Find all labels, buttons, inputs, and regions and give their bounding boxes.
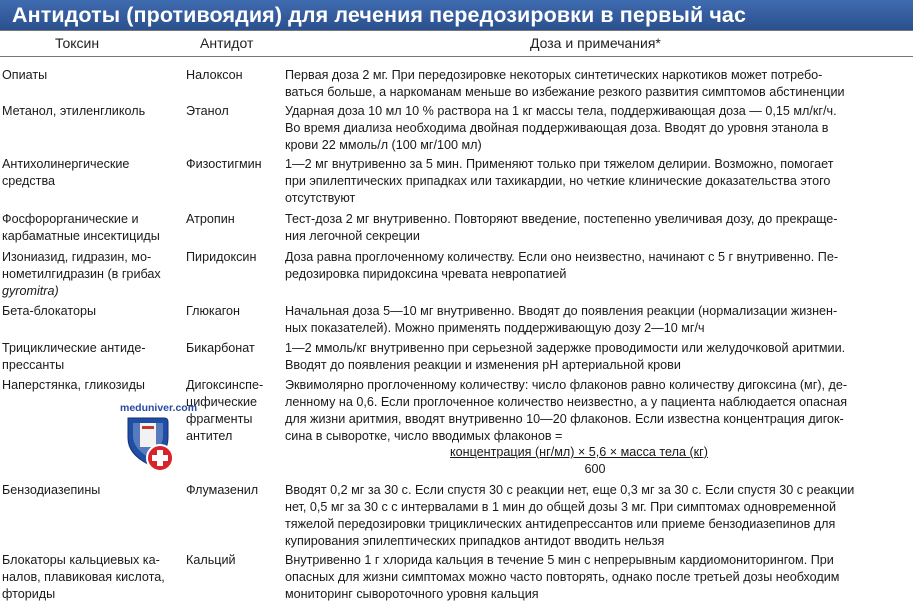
row-anticholinergic-antidote — [186, 156, 282, 173]
header-dose: Доза и примечания* — [530, 35, 661, 51]
medical-cross-icon — [122, 414, 182, 476]
cell-line: Внутривенно 1 г хлорида кальция в течение 5 мин с непрерывным кардиомониторингом. При — [285, 553, 834, 567]
cell-line: Наперстянка, гликозиды — [2, 378, 145, 392]
cell-line: Дигоксинспе- — [186, 378, 264, 392]
cell-line: 1—2 мг внутривенно за 5 мин. Применяют только при тяжелом делирии. Возможно, помогает — [285, 157, 834, 171]
cell-line: Доза равна проглоченному количеству. Если оно неизвестно, начинают с 5 г внутривенно. Пе- — [285, 250, 839, 264]
row-opiates-dose — [285, 67, 911, 101]
cell-line: Флумазенил — [186, 483, 259, 497]
cell-line: Физостигмин — [186, 157, 262, 171]
cell-line: Изониазид, гидразин, мо- — [2, 250, 152, 264]
row-opiates-antidote — [186, 67, 282, 84]
row-methanol-dose — [285, 103, 911, 154]
cell-line: цифические — [186, 395, 258, 409]
formula-numerator: концентрация (нг/мл) × 5,6 × масса тела (кг) — [450, 445, 708, 459]
cell-line: отсутствуют — [285, 191, 356, 205]
header-antidote: Антидот — [200, 35, 254, 51]
cell-line: прессанты — [2, 358, 65, 372]
cell-line: Антихолинергические — [2, 157, 130, 171]
cell-line: редозировка пиридоксина чревата невропатией — [285, 267, 567, 281]
row-organophosphate-dose — [285, 211, 911, 245]
row-benzodiazepines-toxin — [2, 482, 182, 499]
row-isoniazid-dose — [285, 249, 911, 283]
row-organophosphate-toxin — [2, 211, 182, 245]
cell-line: Тест-доза 2 мг внутривенно. Повторяют введение, постепенно увеличивая дозу, до прекраще- — [285, 212, 838, 226]
cell-line: gyromitra) — [2, 284, 59, 298]
cell-line: ных показателей). Можно применять поддерживающую дозу 2—10 мг/ч — [285, 321, 705, 335]
row-digitalis-antidote — [186, 377, 282, 445]
row-methanol-antidote — [186, 103, 282, 120]
cell-line: Метанол, этиленгликоль — [2, 104, 146, 118]
cell-line: Вводят 0,2 мг за 30 с. Если спустя 30 с реакции нет, еще 0,3 мг за 30 с. Если спустя 30 с реакции — [285, 483, 855, 497]
cell-line: Блокаторы кальциевых ка- — [2, 553, 160, 567]
cell-line: Вводят до появления реакции и изменения pH артериальной крови — [285, 358, 681, 372]
cell-line: Фосфорорганические и — [2, 212, 139, 226]
row-betablockers-toxin — [2, 303, 182, 320]
cell-line: Ударная доза 10 мл 10 % раствора на 1 кг массы тела, поддерживающая доза — 0,15 мл/кг/ч. — [285, 104, 837, 118]
logo-text: meduniver.com — [120, 402, 198, 414]
cell-line: опасных для жизни симптомах можно часто повторять, однако после третьей дозы необходим — [285, 570, 840, 584]
cell-line: карбаматные инсектициды — [2, 229, 160, 243]
digoxin-formula — [450, 444, 750, 478]
row-tricyclic-antidote — [186, 340, 282, 357]
cell-line: сина в сыворотке, число вводимых флаконов = — [285, 429, 563, 443]
title-bar — [0, 0, 913, 31]
row-digitalis-toxin — [2, 377, 182, 394]
row-benzodiazepines-dose — [285, 482, 911, 550]
cell-line: Бета-блокаторы — [2, 304, 97, 318]
cell-line: для жизни аритмия, вводят внутривенно 10—20 флаконов. Если известна концентрация дигок- — [285, 412, 844, 426]
cell-line: купирования эпилептических припадков антидот вводить нельзя — [285, 534, 665, 548]
row-tricyclic-toxin — [2, 340, 182, 374]
row-digitalis-dose — [285, 377, 911, 445]
cell-line: Этанол — [186, 104, 229, 118]
cell-line: нет, 0,5 мг за 30 с с интервалами в 1 мин до общей дозы 3 мг. При симптомах одновременной — [285, 500, 837, 514]
row-calcium-blockers-dose — [285, 552, 911, 603]
cell-line: Бикарбонат — [186, 341, 255, 355]
row-betablockers-antidote — [186, 303, 282, 320]
cell-line: ния легочной секреции — [285, 229, 420, 243]
page-title: Антидоты (противоядия) для лечения передозировки в первый час — [12, 3, 747, 27]
row-organophosphate-antidote — [186, 211, 282, 228]
row-anticholinergic-toxin — [2, 156, 182, 190]
header-toxin: Токсин — [55, 35, 100, 51]
row-anticholinergic-dose — [285, 156, 911, 207]
cell-line: ленному на 0,6. Если проглоченное количество неизвестно, а у пациента наблюдается опасная — [285, 395, 848, 409]
cell-line: нометилгидразин (в грибах — [2, 267, 161, 281]
row-calcium-blockers-toxin — [2, 552, 182, 603]
cell-line: мониторинг сывороточного уровня кальция — [285, 587, 539, 601]
row-methanol-toxin — [2, 103, 182, 120]
cell-line: Трициклические антиде- — [2, 341, 146, 355]
cell-line: Во время диализа необходима двойная поддерживающая доза. Вводят до уровня этанола в — [285, 121, 829, 135]
row-opiates-toxin — [2, 67, 182, 84]
row-tricyclic-dose — [285, 340, 911, 374]
cell-line: Атропин — [186, 212, 235, 226]
cell-line: Пиридоксин — [186, 250, 257, 264]
cell-line: Начальная доза 5—10 мг внутривенно. Вводят до появления реакции (нормализации жизнен- — [285, 304, 838, 318]
divider-header — [0, 56, 913, 57]
cell-line: Бензодиазепины — [2, 483, 101, 497]
cell-line: крови 22 ммоль/л (100 мг/100 мл) — [285, 138, 482, 152]
row-benzodiazepines-antidote — [186, 482, 282, 499]
row-isoniazid-toxin — [2, 249, 182, 300]
divider-top — [0, 30, 913, 31]
cell-line: антител — [186, 429, 233, 443]
cell-line: 1—2 ммоль/кг внутривенно при серьезной задержке проводимости или желудочковой аритмии. — [285, 341, 846, 355]
cell-line: фрагменты — [186, 412, 253, 426]
cell-line: Кальций — [186, 553, 236, 567]
cell-line: фториды — [2, 587, 56, 601]
cell-line: средства — [2, 174, 55, 188]
row-calcium-blockers-antidote — [186, 552, 282, 569]
cell-line: Опиаты — [2, 68, 48, 82]
cell-line: тяжелой передозировки трициклических антидепрессантов или приеме бензодиазепинов для — [285, 517, 836, 531]
cell-line: налов, плавиковая кислота, — [2, 570, 165, 584]
cell-line: ваться больше, а наркоманам меньше во избежание резкого развития симптомов абстиненции — [285, 85, 845, 99]
meduniver-logo — [120, 402, 198, 477]
row-betablockers-dose — [285, 303, 911, 337]
cell-line: при эпилептических припадках или тахикардии, но четкие клинические доказательства этого — [285, 174, 831, 188]
formula-denominator: 600 — [584, 462, 606, 476]
cell-line: Глюкагон — [186, 304, 240, 318]
cell-line: Эквимолярно проглоченному количеству: число флаконов равно количеству дигоксина (мг), де- — [285, 378, 848, 392]
row-isoniazid-antidote — [186, 249, 282, 266]
cell-line: Первая доза 2 мг. При передозировке некоторых синтетических наркотиков может потребо- — [285, 68, 823, 82]
cell-line: Налоксон — [186, 68, 243, 82]
